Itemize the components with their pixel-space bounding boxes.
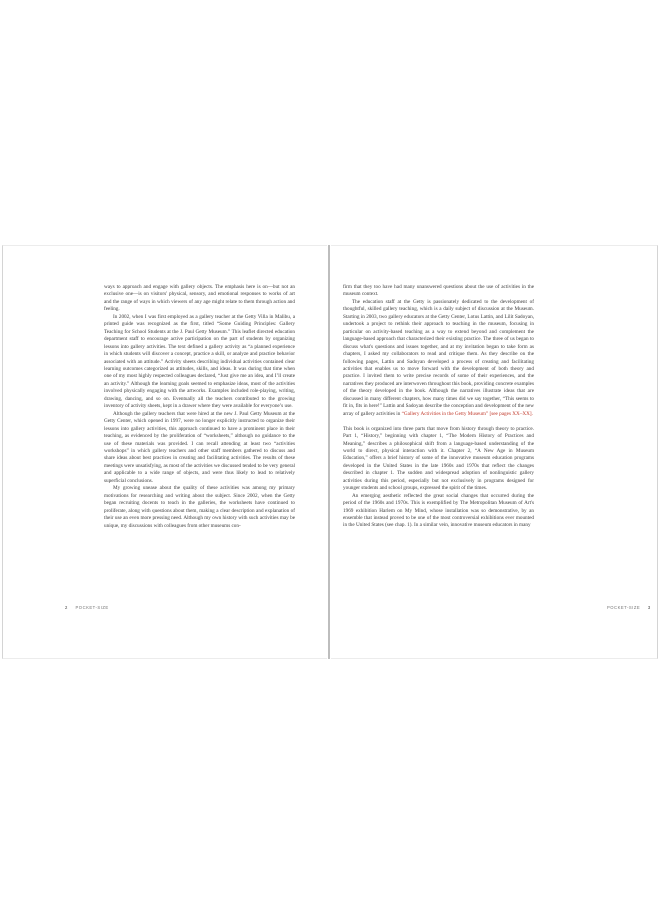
- left-paragraph-4: My growing unease about the quality of these activities was among my primary motivations for researching and writing about the subject. Since 2002, when the Getty began recruiting docents to teach in the galleries, the worksheets have continued to proliferate, along with questions about them, making a clear description and explanation of their use an even more pressing need. Although my own history with such activities may be unique, my discussions with colleagues from other museums con-: [104, 485, 295, 529]
- right-page-number: 3: [647, 605, 651, 610]
- right-paragraph-1: firm that they too have had many unanswered questions about the use of activities in the museum context.: [343, 284, 534, 298]
- right-page: [331, 245, 658, 659]
- right-paragraph-4: An emerging aesthetic reflected the great social changes that occurred during the period of the 1960s and 1970s. This is exemplified by The Metropolitan Museum of Art's 1969 exhibition Harlem on My Mind, whose installation was so demonstrative, by an ensemble that instead proved to be one of the most controversial exhibitions ever mounted in the United States (see chap. 1). In a similar vein, innovative museum educators in many: [343, 492, 534, 529]
- right-paragraph-2: [343, 299, 534, 418]
- gallery-activities-link[interactable]: “Gallery Activities in the Getty Museum” [see pages XX–XX].: [401, 410, 533, 417]
- book-gutter: [328, 245, 330, 659]
- right-paragraph-2-text: The education staff at the Getty is passionately dedicated to the development of thoughtful, skilled gallery teaching, which is a daily subject of discussion at the Museum. Starting in 2003, two gallery educators at the Getty Center, Lotus Lattin, and Lilit Sadoyan, undertook a project to rethink their approach to teaching in the museum, focusing in particular on activity-based teaching as a way to extend beyond and complement the language-based approach that characterized their existing practice. The three of us began to discuss what's questions and issues together, and at my invitation began to take form as chapters, I asked my collaborators to read and critique them. As they describe on the following pages, Lattin and Sadoyan developed a process of creating and facilitating activities that enables us to move forward with the development of both theory and practice. I invited them to write precise records of some of their experiences, and the narratives they produced are interwoven throughout this book, providing concrete examples of the theory developed in the book. Although the narratives illustrate ideas that are discussed in many different chapters, how many times did we say together, “This seems to fit in, fits in here!” Lattin and Sadoyan describe the conception and development of the new array of gallery activities in: [343, 298, 534, 417]
- right-page-body: [343, 284, 534, 530]
- left-paragraph-1: ways to approach and engage with gallery objects. The emphasis here is on—but not an exclusive one—is on visitors' physical, sensory, and emotional responses to works of art and the range of ways in which viewers of any age might relate to them through action and feeling.: [104, 284, 295, 313]
- left-page: [2, 245, 327, 659]
- left-paragraph-2: In 2002, when I was first employed as a gallery teacher at the Getty Villa in Malibu, a printed guide was recognized as the first, titled “Some Guiding Principles: Gallery Teaching for School Students at the J. Paul Getty Museum.” This leaflet directed education department staff to encourage active participation on the part of students by organizing lessons into gallery activities. The text defined a gallery activity as “a planned experience in which students will discover a concept, practice a skill, or analyze and practice behavior associated with an attitude.” Activity sheets describing individual activities contained clear learning outcomes categorized as attitudes, skills, and ideas. It was during that time when one of my most highly respected colleagues declared, “Just give me an idea, and I’ll create an activity.” Although the learning goals seemed to emphasize ideas, most of the activities involved physically engaging with the artworks. Examples included role-playing, writing, drawing, dancing, and so on. Eventually all the teachers contributed to the growing inventory of activity sheets, kept in a drawer where they were available for everyone’s use.: [104, 313, 295, 410]
- left-running-title: POCKET-SIZE: [75, 605, 109, 610]
- left-paragraph-3: Although the gallery teachers that were hired at the new J. Paul Getty Museum at the Getty Center, which opened in 1997, were no longer explicitly instructed to organize their lessons into gallery activities, this approach continued to have a prominent place in their teaching, as evidenced by the proliferation of “worksheets,” although no guidance to the use of these materials was provided. I can recall attending at least two “activities workshops” in which gallery teachers and other staff members gathered to discuss and share ideas about best practices in creating and facilitating activities. The results of these meetings were unsatisfying, as most of the activities we discussed tended to be very general and applicable to a wide range of objects, and were thus likely to lead to relatively superficial conclusions.: [104, 410, 295, 484]
- right-running-title: POCKET-SIZE: [607, 605, 641, 610]
- right-paragraph-3: This book is organized into three parts that move from history through theory to practice. Part 1, “History,” beginning with chapter 1, “The Modern History of Practices and Meaning,” describes a philosophical shift from a language-based understanding of the world to direct, physical interaction with it. Chapter 2, “A New Age in Museum Education,” offers a brief history of some of the innovative museum education programs developed in the United States in the late 1960s and 1970s that reflect the changes described in chapter 1. The sudden and widespread adoption of nonlinguistic gallery activities during this period, especially but not exclusively in programs designed for younger students and school groups, expressed the spirit of the times.: [343, 425, 534, 492]
- left-page-body: [104, 284, 295, 530]
- left-folio: [65, 605, 109, 610]
- right-folio: [607, 605, 651, 610]
- left-page-number: 2: [65, 605, 68, 610]
